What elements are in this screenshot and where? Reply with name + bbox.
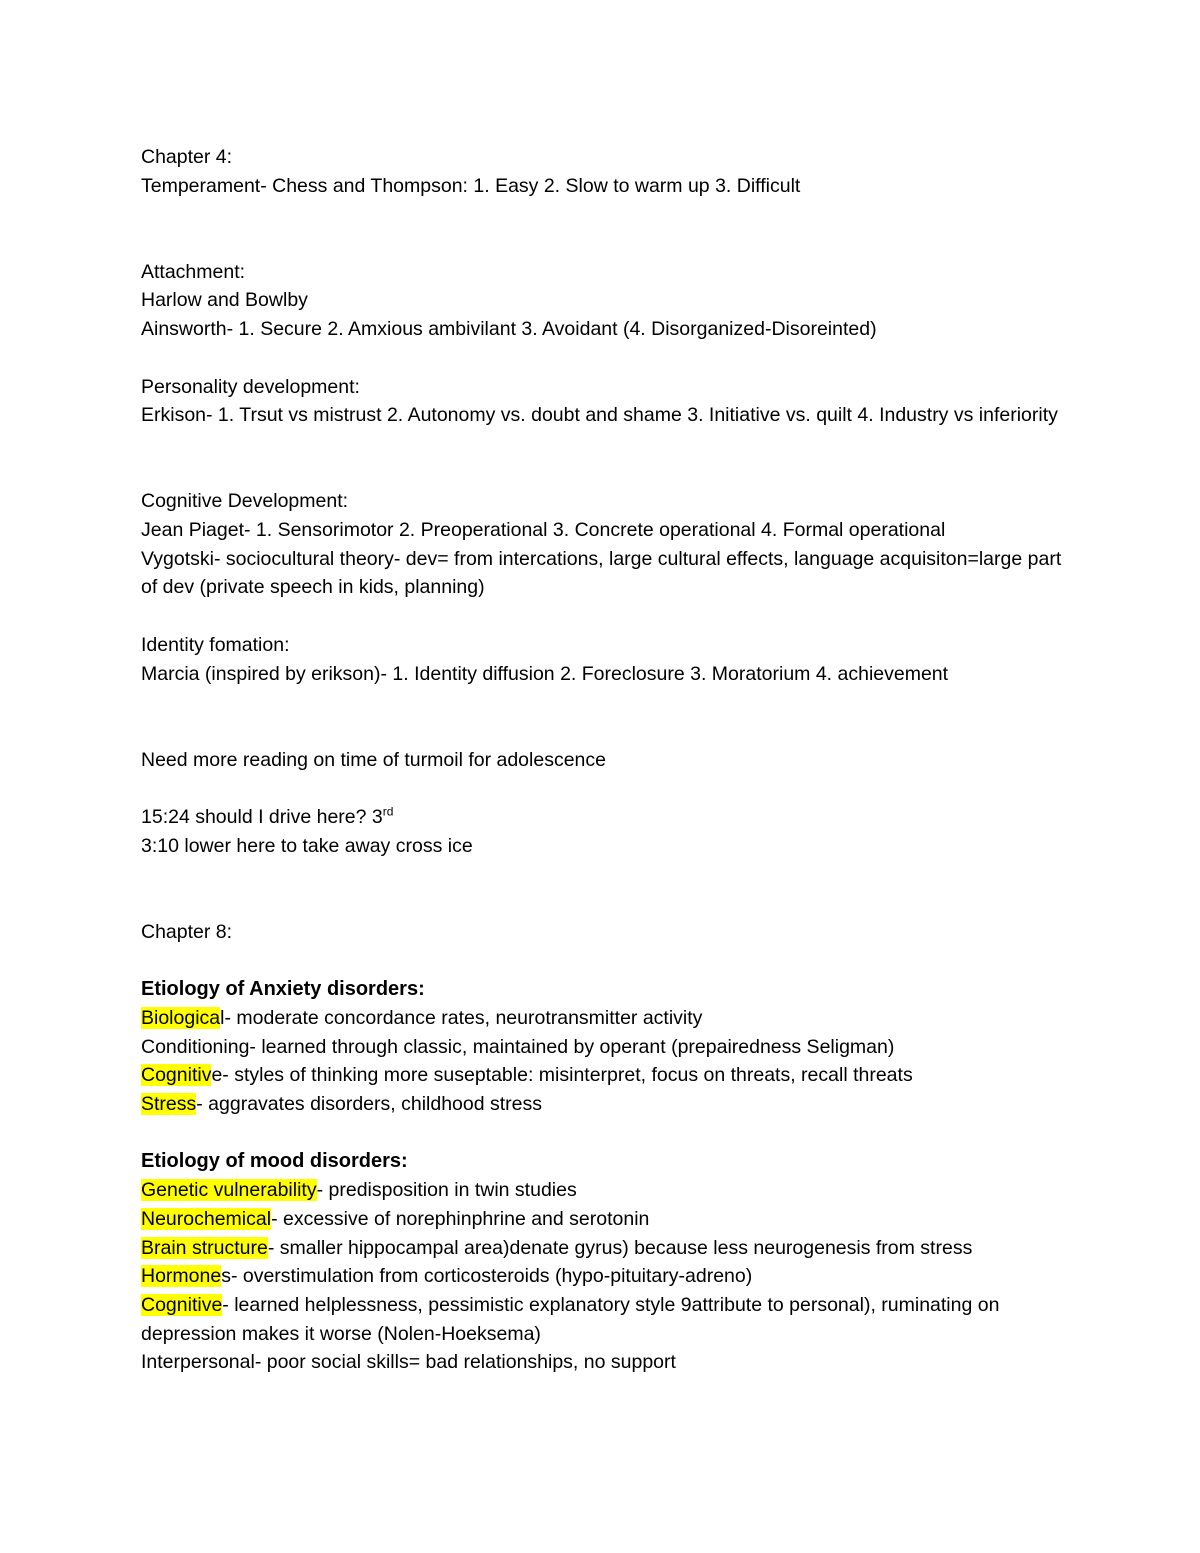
blank-line (141, 774, 1071, 803)
mood-interpersonal-line: Interpersonal- poor social skills= bad relationships, no support (141, 1351, 676, 1374)
mood-brain-text: - smaller hippocampal area)denate gyrus) because less neurogenesis from stress (267, 1236, 973, 1259)
blank-line (141, 947, 1071, 976)
anxiety-conditioning-line: Conditioning- learned through classic, maintained by operant (prepairedness Seligman) (141, 1035, 895, 1058)
drive-note-text: 15:24 should I drive here? 3 (141, 806, 383, 829)
reading-note: Need more reading on time of turmoil for adolescence (141, 748, 606, 771)
cognitive-vygotski-line: Vygotski- sociocultural theory- dev= from intercations, large cultural effects, language acquisiton=large part of dev (private speech in kids, planning) (141, 547, 1062, 599)
blank-line (141, 602, 1071, 631)
personality-heading: Personality development: (141, 375, 360, 398)
highlight-hormones: Hormone (141, 1265, 222, 1288)
highlight-cognitive: Cognitiv (141, 1064, 212, 1087)
mood-genetic-text: - predisposition in twin studies (316, 1179, 577, 1202)
cognitive-piaget-line: Jean Piaget- 1. Sensorimotor 2. Preoperational 3. Concrete operational 4. Formal operational (141, 519, 946, 542)
blank-line (141, 344, 1071, 373)
mood-neurochemical-line (141, 1205, 1071, 1234)
mood-cognitive-line (141, 1291, 1071, 1348)
attachment-heading: Attachment: (141, 260, 246, 283)
mood-hormones-text: s- overstimulation from corticosteroids (hypo-pituitary-adreno) (221, 1265, 753, 1288)
identity-marcia-line: Marcia (inspired by erikson)- 1. Identity diffusion 2. Foreclosure 3. Moratorium 4. achievement (141, 662, 949, 685)
anxiety-stress-line (141, 1090, 1071, 1119)
anxiety-stress-text: - aggravates disorders, childhood stress (196, 1093, 543, 1116)
cognitive-heading: Cognitive Development: (141, 490, 349, 513)
blank-line (141, 860, 1071, 889)
blank-line (141, 459, 1071, 488)
mood-neurochemical-text: - excessive of norephinphrine and serotonin (271, 1207, 650, 1230)
anxiety-heading: Etiology of Anxiety disorders: (141, 978, 425, 1001)
chapter-4-title: Chapter 4: (141, 146, 233, 168)
blank-line (141, 430, 1071, 459)
blank-line (141, 229, 1071, 258)
drive-note (141, 803, 1071, 832)
blank-line (141, 889, 1071, 918)
highlight-mood-cognitive: Cognitive (141, 1293, 223, 1316)
anxiety-biological-line (141, 1004, 1071, 1033)
blank-line (141, 717, 1071, 746)
highlight-brain-structure: Brain structure (141, 1236, 268, 1259)
anxiety-cognitive-text: e- styles of thinking more suseptable: misinterpret, focus on threats, recall threats (211, 1064, 913, 1087)
anxiety-biological-text: l- moderate concordance rates, neurotransmitter activity (220, 1006, 703, 1029)
mood-genetic-line (141, 1176, 1071, 1205)
blank-line (141, 688, 1071, 717)
highlight-neurochemical: Neurochemical (141, 1207, 272, 1230)
document-body (141, 143, 1071, 1377)
attachment-ainsworth-line: Ainsworth- 1. Secure 2. Amxious ambivilant 3. Avoidant (4. Disorganized-Disoreinted) (141, 318, 877, 341)
attachment-harlow-line: Harlow and Bowlby (141, 289, 308, 312)
mood-hormones-line (141, 1262, 1071, 1291)
mood-brain-line (141, 1234, 1071, 1263)
identity-heading: Identity fomation: (141, 633, 290, 656)
blank-line (141, 1119, 1071, 1148)
highlight-biological: Biologica (141, 1006, 221, 1029)
highlight-genetic: Genetic vulnerability (141, 1179, 317, 1202)
lower-note: 3:10 lower here to take away cross ice (141, 834, 473, 857)
highlight-stress: Stress (141, 1093, 197, 1116)
blank-line (141, 200, 1071, 229)
personality-erikson-line: Erkison- 1. Trsut vs mistrust 2. Autonomy vs. doubt and shame 3. Initiative vs. quilt 4. Industry vs inferiority (141, 404, 1058, 427)
drive-note-superscript: rd (382, 804, 394, 819)
anxiety-cognitive-line (141, 1061, 1071, 1090)
mood-cognitive-text: - learned helplessness, pessimistic explanatory style 9attribute to personal), ruminating on depression makes it worse (Nolen-Hoeksema) (141, 1293, 1000, 1345)
mood-heading: Etiology of mood disorders: (141, 1150, 408, 1173)
chapter-8-title: Chapter 8: (141, 920, 233, 943)
temperament-line: Temperament- Chess and Thompson: 1. Easy 2. Slow to warm up 3. Difficult (141, 174, 801, 197)
